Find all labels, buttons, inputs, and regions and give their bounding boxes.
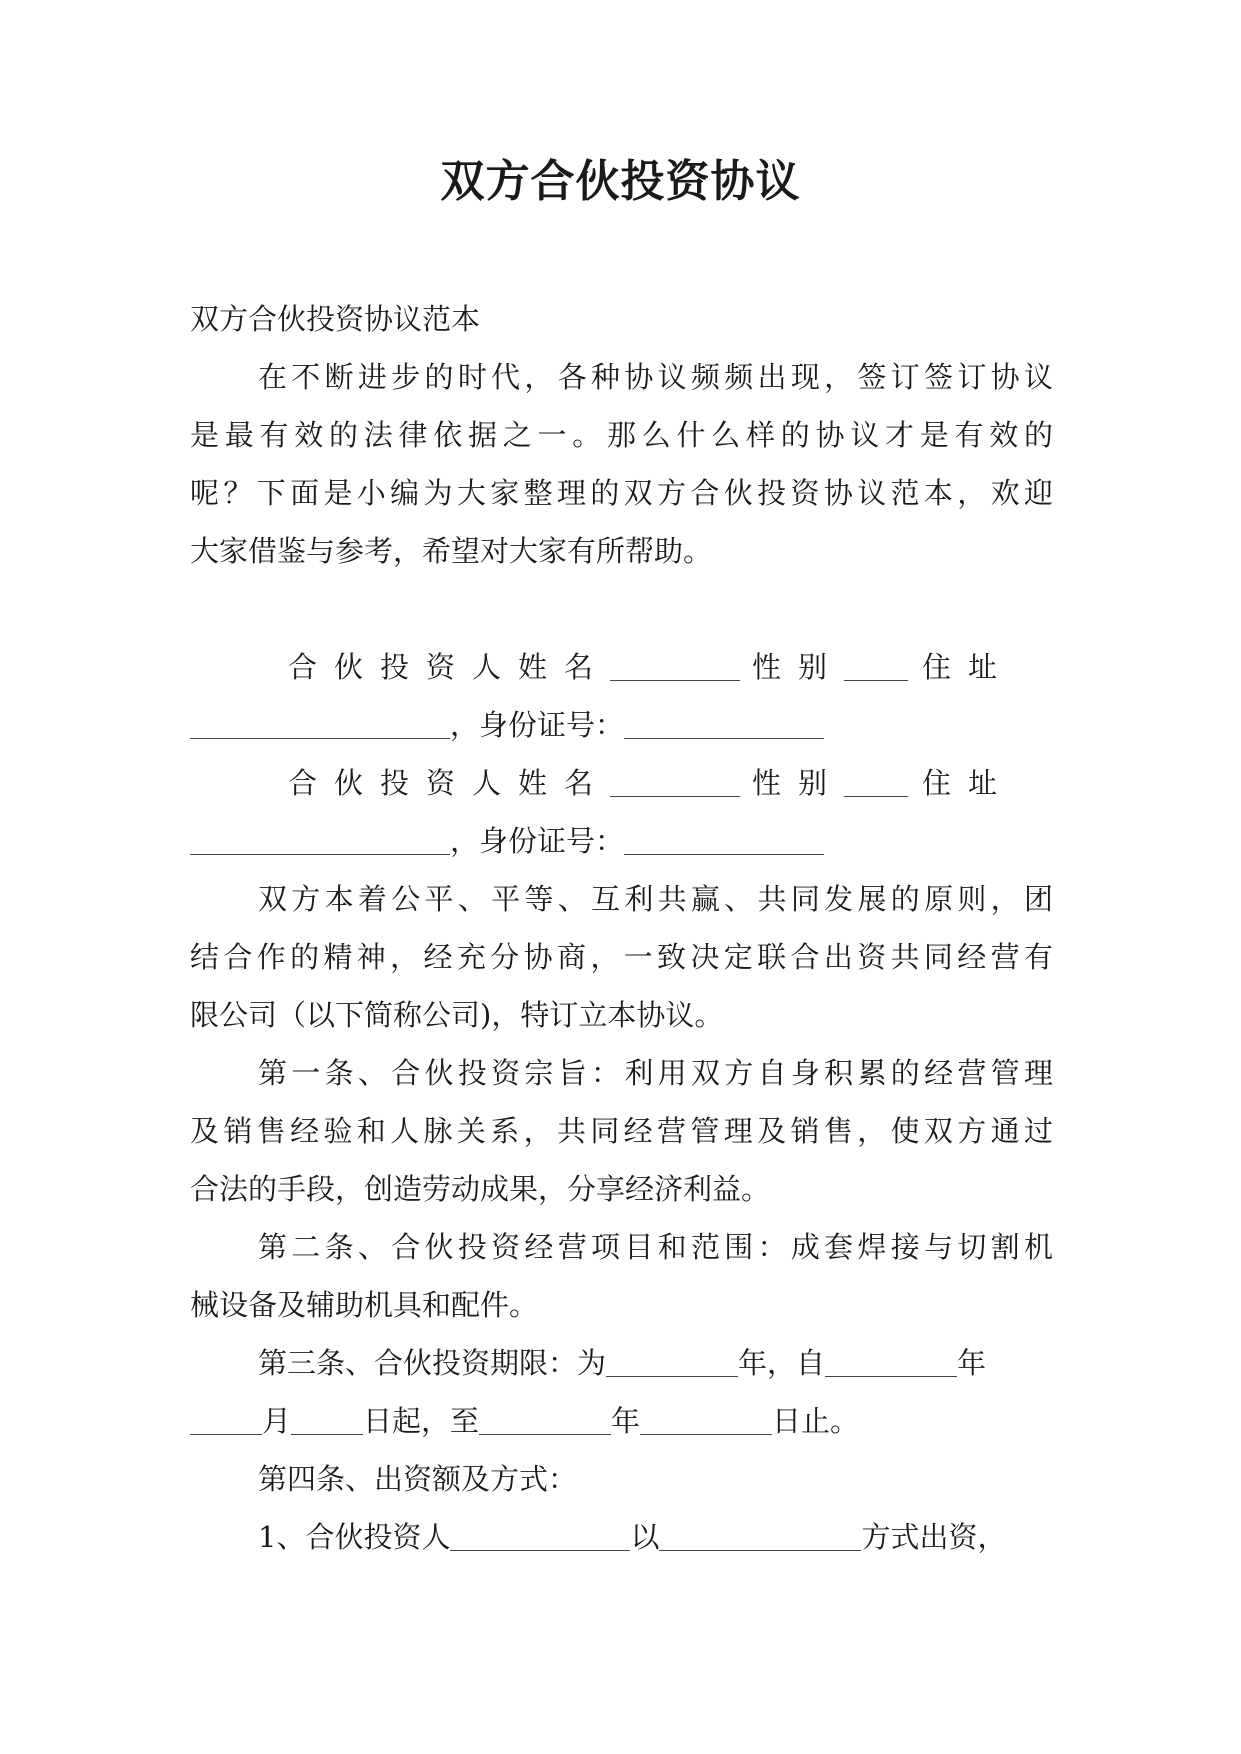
end-label: 日止。 [772,1404,860,1438]
partner-id-label: ，身份证号： [450,708,625,742]
document-title: 双方合伙投资协议 [440,156,801,207]
partner-gender-blank [844,770,908,797]
partner-gender-label: 性别 [752,650,845,684]
article-4-item-1 [190,1508,1053,1566]
partner-address-blank [190,712,450,739]
partner-id-blank [624,828,824,855]
partner-id-blank [624,712,824,739]
year-label: 年 [738,1346,768,1380]
intro-line: 大家借鉴与参考，希望对大家有所帮助。 [190,534,713,568]
partner-name-blank [610,654,740,681]
start-day-blank [291,1408,363,1435]
spacer [190,580,1053,638]
end-year-blank [479,1408,611,1435]
partner-id-label: ，身份证号： [450,824,625,858]
intro-line: 在不断进步的时代，各种协议频频出现，签订签订协议 [258,360,1053,394]
article-3-line-2 [190,1392,1053,1450]
article-2-line: 第二条、合伙投资经营项目和范围：成套焊接与切割机 [258,1230,1053,1264]
year-label: 年 [611,1404,641,1438]
preamble-line: 结合作的精神，经充分协商，一致决定联合出资共同经营有 [190,940,1053,974]
article-1-line: 及销售经验和人脉关系，共同经营管理及销售，使双方通过 [190,1114,1053,1148]
intro-line: 呢？下面是小编为大家整理的双方合伙投资协议范本，欢迎 [190,476,1053,510]
from-label: ，自 [767,1346,826,1380]
article-3-prefix: 第三条、合伙投资期限：为 [258,1346,607,1380]
partner-name-label: 合伙投资人姓名 [288,766,611,800]
start-month-blank [190,1408,262,1435]
item-1-with: 以 [630,1520,660,1554]
partner-name-label: 合伙投资人姓名 [288,650,611,684]
subtitle: 双方合伙投资协议范本 [190,302,481,336]
document-body [190,290,1053,1566]
start-year-blank [825,1350,957,1377]
preamble-line: 限公司（以下简称公司)，特订立本协议。 [190,998,724,1032]
partner-2-id-row [190,812,1053,870]
partner-address-label: 住址 [922,650,1015,684]
article-1-line: 合法的手段，创造劳动成果，分享经济利益。 [190,1172,771,1206]
article-4-heading: 第四条、出资额及方式： [258,1462,578,1496]
article-1-line: 第一条、合伙投资宗旨：利用双方自身积累的经营管理 [258,1056,1053,1090]
partner-address-blank [190,828,450,855]
partner-gender-blank [844,654,908,681]
partner-1-row [190,638,1053,696]
partner-name-blank [610,770,740,797]
item-1-suffix: 方式出资， [861,1520,1007,1554]
investor-blank [450,1524,630,1551]
partner-gender-label: 性别 [752,766,845,800]
method-blank [659,1524,861,1551]
end-date-blank [640,1408,772,1435]
preamble-line: 双方本着公平、平等、互利共赢、共同发展的原则，团 [258,882,1053,916]
partner-2-row [190,754,1053,812]
article-2-line: 械设备及辅助机具和配件。 [190,1288,539,1322]
item-1-prefix: 1、合伙投资人 [258,1520,451,1554]
year-label: 年 [957,1346,987,1380]
partner-1-id-row [190,696,1053,754]
partner-address-label: 住址 [922,766,1015,800]
month-label: 月 [262,1404,292,1438]
intro-line: 是最有效的法律依据之一。那么什么样的协议才是有效的 [190,418,1053,452]
term-years-blank [606,1350,738,1377]
article-3-line-1 [190,1334,1053,1392]
day-start-label: 日起，至 [363,1404,480,1438]
